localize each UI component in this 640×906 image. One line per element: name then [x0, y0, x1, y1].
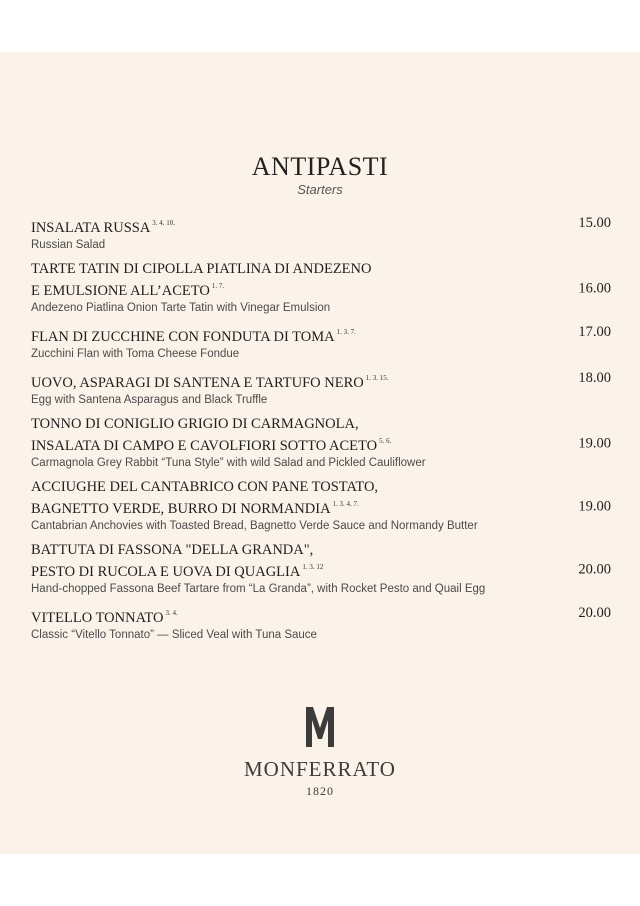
- item-name-text: FLAN DI ZUCCHINE CON FONDUTA DI TOMA: [31, 329, 335, 345]
- item-name: [31, 559, 611, 581]
- item-price: 19.00: [578, 435, 611, 451]
- menu-item: [31, 324, 611, 362]
- allergen-codes: 1. 3. 12: [302, 563, 324, 571]
- allergen-codes: 1. 3. 4. 7.: [332, 500, 359, 508]
- item-name-line1: ACCIUGHE DEL CANTABRICO CON PANE TOSTATO,: [31, 479, 379, 495]
- item-description: Egg with Santena Asparagus and Black Truffle: [31, 394, 268, 406]
- menu-list: [31, 215, 611, 651]
- item-price: 19.00: [578, 498, 611, 514]
- item-price: 20.00: [578, 561, 611, 577]
- allergen-codes: 1. 3. 15.: [365, 374, 389, 382]
- item-description: Andezeno Piatlina Onion Tarte Tatin with Vinegar Emulsion: [31, 302, 331, 314]
- menu-item: [31, 605, 611, 643]
- menu-item: [31, 261, 611, 316]
- menu-item: [31, 215, 611, 253]
- item-name: [31, 278, 611, 300]
- item-name-line1: BATTUTA DI FASSONA "DELLA GRANDA",: [31, 542, 314, 558]
- item-name: [31, 324, 611, 346]
- section-heading: [0, 152, 640, 198]
- item-description: Classic “Vitello Tonnato” — Sliced Veal with Tuna Sauce: [31, 629, 317, 641]
- item-name-text: INSALATA DI CAMPO E CAVOLFIORI SOTTO ACETO: [31, 438, 378, 454]
- allergen-codes: 1. 3. 7.: [336, 328, 356, 336]
- item-description: Hand-chopped Fassona Beef Tartare from “La Granda”, with Rocket Pesto and Quail Egg: [31, 583, 486, 595]
- item-price: 17.00: [578, 324, 611, 340]
- item-description: Russian Salad: [31, 239, 106, 251]
- item-description: Carmagnola Grey Rabbit “Tuna Style” with wild Salad and Pickled Cauliflower: [31, 457, 426, 469]
- menu-item: [31, 416, 611, 471]
- item-name: [31, 215, 611, 237]
- item-name-text: BAGNETTO VERDE, BURRO DI NORMANDIA: [31, 501, 331, 517]
- item-name-text: INSALATA RUSSA: [31, 220, 151, 236]
- section-title: ANTIPASTI: [251, 152, 389, 181]
- item-description: Zucchini Flan with Toma Cheese Fondue: [31, 348, 240, 360]
- item-name-text: VITELLO TONNATO: [31, 610, 164, 626]
- brand-logo: [0, 706, 640, 799]
- item-name: [31, 370, 611, 392]
- allergen-codes: 5. 6.: [379, 437, 392, 445]
- menu-page: [0, 52, 640, 854]
- allergen-codes: 3. 4.: [165, 609, 178, 617]
- item-name-text: PESTO DI RUCOLA E UOVA DI QUAGLIA: [31, 564, 301, 580]
- item-name-line1: TARTE TATIN DI CIPOLLA PIATLINA DI ANDEZENO: [31, 261, 372, 277]
- menu-item: [31, 542, 611, 597]
- item-description: Cantabrian Anchovies with Toasted Bread, Bagnetto Verde Sauce and Normandy Butter: [31, 520, 478, 532]
- allergen-codes: 1. 7.: [211, 282, 225, 290]
- item-name: [31, 605, 611, 627]
- item-price: 16.00: [578, 280, 611, 296]
- item-name-text: E EMULSIONE ALL’ACETO: [31, 283, 210, 299]
- item-price: 15.00: [578, 215, 611, 231]
- item-price: 18.00: [578, 370, 611, 386]
- logo-m-icon: [305, 706, 335, 753]
- section-subtitle: Starters: [297, 182, 343, 197]
- item-name: [31, 433, 611, 455]
- item-name-text: UOVO, ASPARAGI DI SANTENA E TARTUFO NERO: [31, 375, 364, 391]
- brand-year: 1820: [306, 784, 334, 798]
- item-name-line1: TONNO DI CONIGLIO GRIGIO DI CARMAGNOLA,: [31, 416, 359, 432]
- item-name: [31, 496, 611, 518]
- item-price: 20.00: [578, 605, 611, 621]
- menu-item: [31, 479, 611, 534]
- allergen-codes: 3. 4. 10.: [152, 219, 176, 227]
- brand-name: MONFERRATO: [244, 757, 396, 781]
- menu-item: [31, 370, 611, 408]
